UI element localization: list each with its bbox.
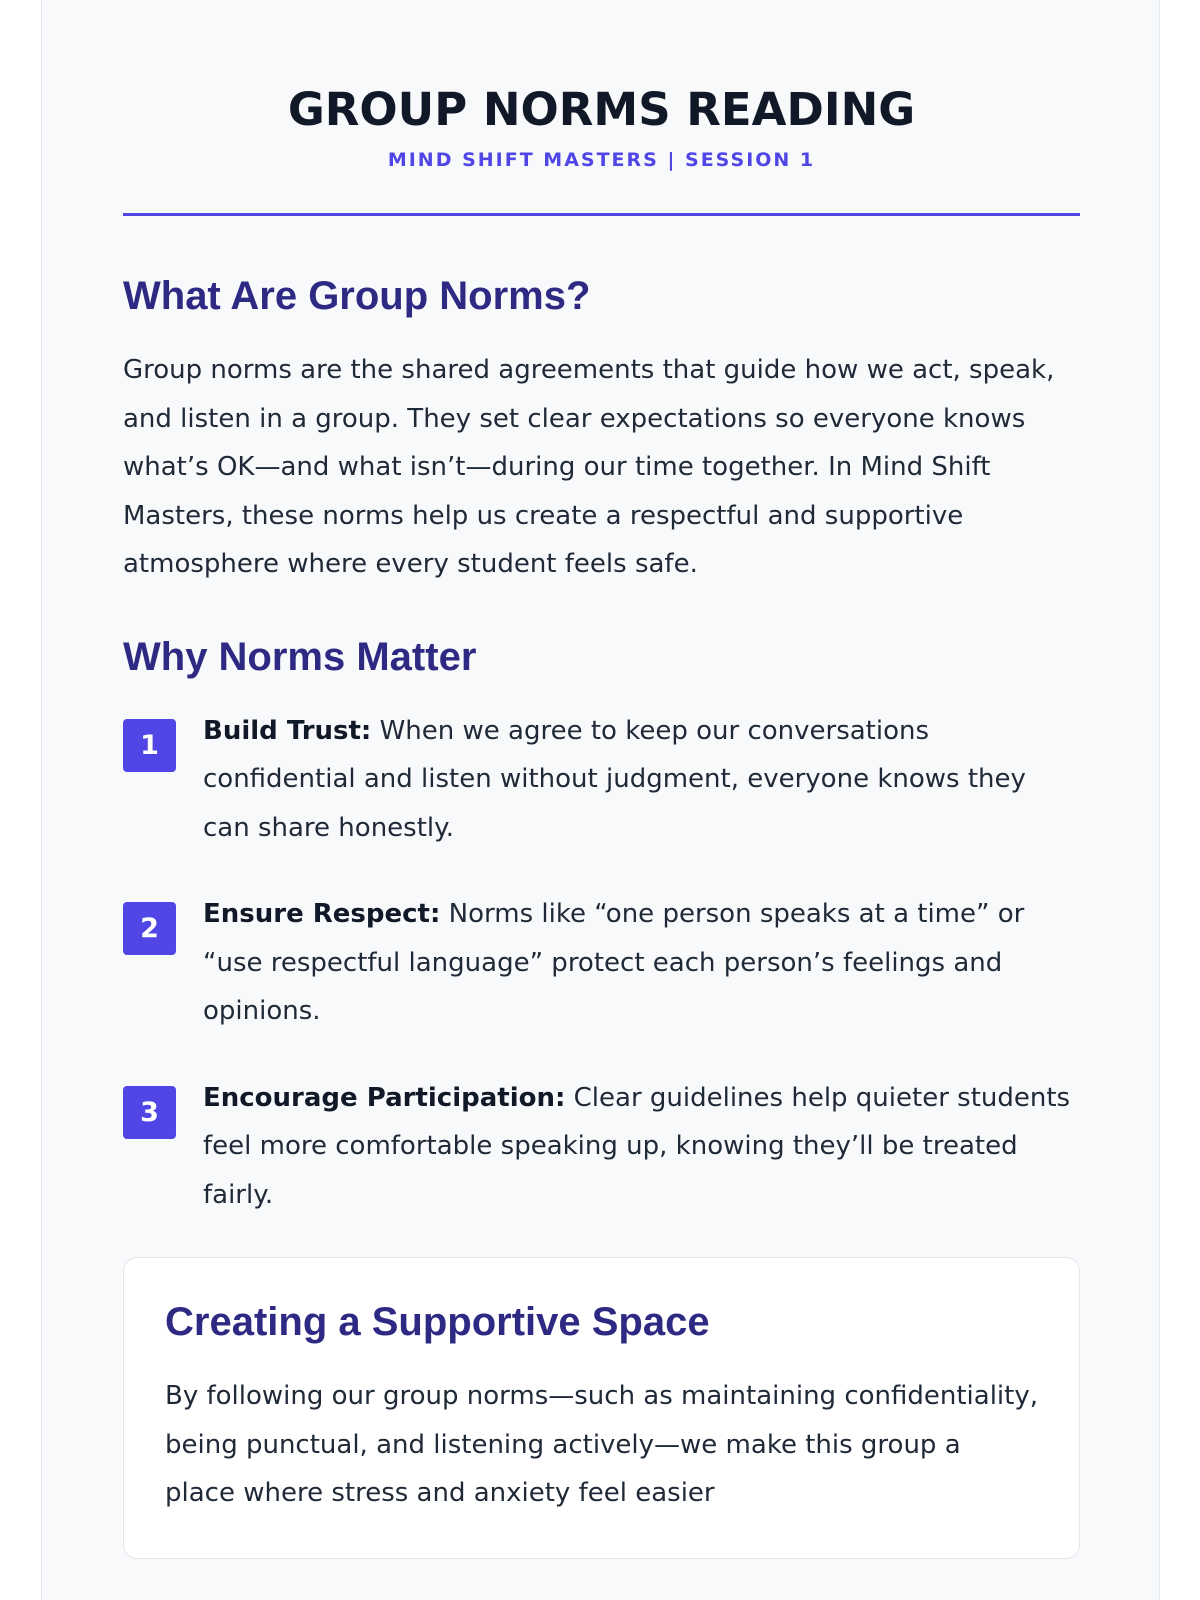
list-item-term: Ensure Respect: [203,899,441,929]
section-body-what-are-group-norms: Group norms are the shared agreements that guide how we act, speak, and listen in a group. They set clear expectations so everyone knows what’s OK—and what isn’t—during our time together. In Mind Shift Masters, these norms help us create a respectful and supportive atmosphere where every student feels safe. [123,355,1055,579]
list-item-description: Norms like “one person speaks at a time” or “use respectful language” protect each person’s feelings and opinions. [203,899,1025,1026]
list-item-text [203,890,1080,1036]
list-item-term: Encourage Participation: [203,1082,566,1113]
supportive-space-card [123,1257,1080,1559]
item-number-badge: 1 [123,719,176,772]
title-divider [123,213,1080,216]
list-item [123,890,1080,1036]
list-item-description: Clear guidelines help quieter students feel more comfortable speaking up, knowing they’ll be treated fairly. [203,1082,1071,1210]
list-item [123,1074,1080,1220]
list-item [123,707,1080,853]
item-number-badge: 3 [123,1086,176,1139]
reading-page [41,0,1160,1600]
reading-content [123,0,1080,1559]
document-subtitle: MIND SHIFT MASTERS | SESSION 1 [387,149,816,171]
list-item-description: When we agree to keep our conversations confidential and listen without judgment, everyone knows they can share honestly. [203,715,1026,843]
list-item-term: Build Trust: [203,715,372,746]
item-number-badge: 2 [123,902,176,955]
norms-benefits-list [123,707,1080,1220]
section-heading-creating-supportive-space: Creating a Supportive Space [165,1300,710,1344]
section-heading-what-are-group-norms: What Are Group Norms? [123,274,591,318]
list-item-text [203,707,1080,853]
section-body-creating-supportive-space: By following our group norms—such as maintaining confidentiality, being punctual, and listening actively—we make this group a place where stress and anxiety feel easier [165,1381,1038,1508]
document-title: GROUP NORMS READING [287,83,916,136]
section-heading-why-norms-matter: Why Norms Matter [123,634,477,679]
list-item-text [203,1074,1080,1220]
